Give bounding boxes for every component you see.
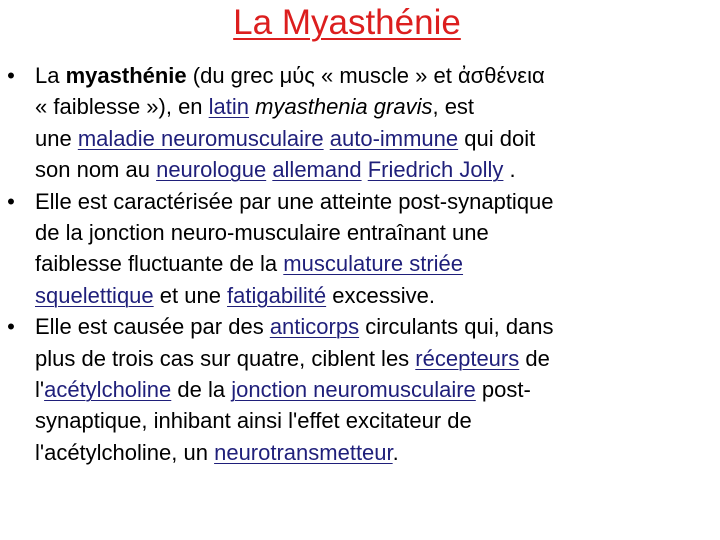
text: plus de trois cas sur quatre, ciblent les bbox=[35, 345, 416, 371]
text: qui doit bbox=[458, 125, 536, 151]
link-fatigabilite[interactable]: fatigabilité bbox=[227, 282, 327, 308]
link-maladie-neuromusculaire[interactable]: maladie neuromusculaire bbox=[77, 125, 324, 151]
text: . bbox=[392, 439, 399, 465]
text: de bbox=[519, 345, 550, 371]
text: , est bbox=[432, 94, 475, 120]
text: Elle est caractérisée par une atteinte post-synaptique bbox=[35, 188, 554, 214]
text: La bbox=[35, 63, 66, 88]
link-jonction-neuromusculaire[interactable]: jonction neuromusculaire bbox=[231, 377, 476, 403]
text: et une bbox=[153, 282, 228, 308]
link-latin[interactable]: latin bbox=[208, 94, 250, 120]
link-allemand[interactable]: allemand bbox=[272, 157, 362, 183]
text: de la jonction neuro-musculaire entraînant une bbox=[35, 220, 489, 246]
text: . bbox=[503, 157, 516, 183]
bullet-icon: • bbox=[7, 63, 15, 88]
text: post- bbox=[475, 377, 531, 403]
term-myasthenia-gravis: myasthenia gravis bbox=[255, 94, 433, 120]
bullet-item-characterisation bbox=[4, 186, 720, 312]
link-anticorps[interactable]: anticorps bbox=[269, 314, 360, 340]
link-neurologue[interactable]: neurologue bbox=[156, 157, 267, 183]
text: synaptique, inhibant ainsi l'effet excitateur de bbox=[35, 408, 472, 434]
bullet-icon: • bbox=[7, 314, 15, 340]
bullet-icon: • bbox=[7, 188, 15, 214]
text: l'acétylcholine, un bbox=[35, 439, 215, 465]
link-recepteurs[interactable]: récepteurs bbox=[415, 345, 520, 371]
bullet-item-cause bbox=[4, 311, 720, 468]
link-neurotransmetteur[interactable]: neurotransmetteur bbox=[214, 439, 393, 465]
text: une bbox=[35, 125, 78, 151]
text: (du grec μύς « muscle » et ἀσθένεια bbox=[186, 63, 545, 88]
bullet-list bbox=[4, 60, 720, 468]
text: son nom au bbox=[35, 157, 157, 183]
text: excessive. bbox=[326, 282, 435, 308]
bullet-item-definition bbox=[4, 60, 720, 186]
term-myasthenie: myasthénie bbox=[65, 63, 187, 88]
text: l' bbox=[35, 377, 45, 403]
link-friedrich-jolly[interactable]: Friedrich Jolly bbox=[367, 157, 504, 183]
text: « faiblesse »), en bbox=[35, 94, 209, 120]
link-acetylcholine[interactable]: acétylcholine bbox=[44, 377, 172, 403]
text: circulants qui, dans bbox=[359, 314, 554, 340]
text: de la bbox=[171, 377, 232, 403]
text: faiblesse fluctuante de la bbox=[35, 251, 284, 277]
slide-title: La Myasthénie bbox=[233, 3, 461, 42]
link-auto-immune[interactable]: auto-immune bbox=[329, 125, 459, 151]
text: Elle est causée par des bbox=[35, 314, 270, 340]
link-squelettique[interactable]: squelettique bbox=[35, 282, 154, 308]
link-musculature-striee[interactable]: musculature striée bbox=[283, 251, 464, 277]
